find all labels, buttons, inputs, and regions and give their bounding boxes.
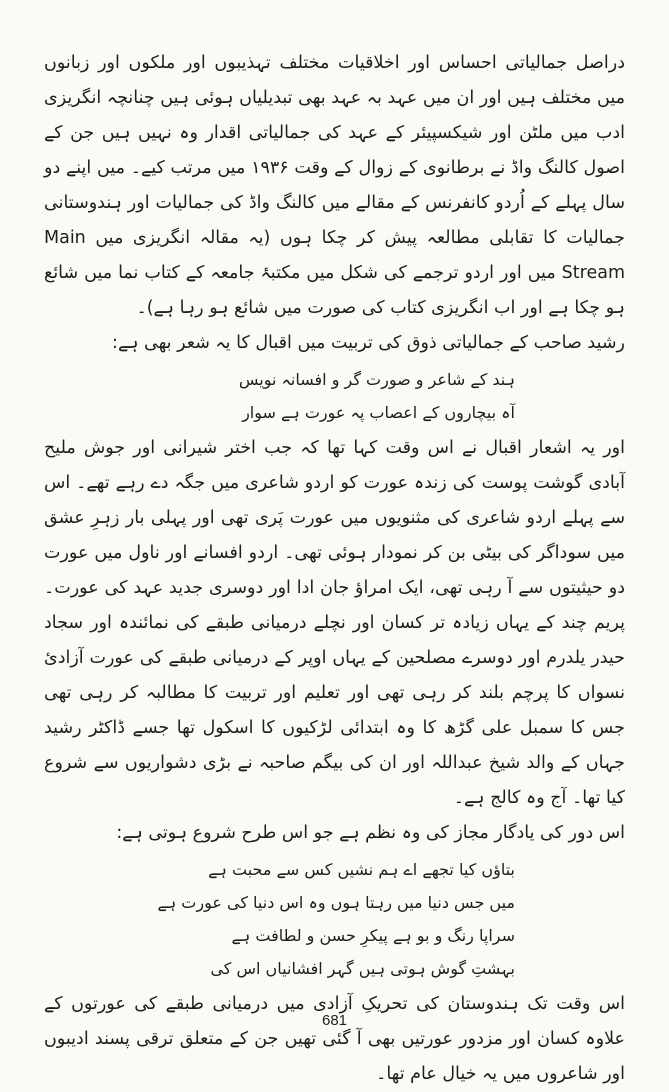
paragraph-1: دراصل جمالیاتی احساس اور اخلاقیات مختلف تہذیبوں اور ملکوں اور زبانوں میں مختلف ہیں اور ان میں عہد بہ عہد بھی تبدیلیاں ہوئی ہیں چنانچہ انگریزی ادب میں ملٹن اور شیکسپیئر کے عہد کی جمالیاتی اقدار وہ نہیں ہیں جن کے اصول کالنگ واڈ نے برطانوی کے زوال کے وقت ۱۹۳۶ میں مرتب کیے۔ میں اپنے دو سال پہلے کے اُردو کانفرنس کے مقالے میں کالنگ واڈ کی جمالیات اور ہندوستانی جمالیات کا تقابلی مطالعہ پیش کر چکا ہوں (یہ مقالہ انگریزی میں Main Stream میں اور اردو ترجمے کی شکل میں مکتبۂ جامعہ کے کتاب نما میں شائع ہو چکا ہے اور اب انگریزی کتاب کی صورت میں شائع ہو رہا ہے)۔ xyxy=(44,53,625,318)
verse-line: ہند کے شاعر و صورت گر و افسانہ نویس xyxy=(238,370,515,389)
paragraph-5: اس وقت تک ہندوستان کی تحریکِ آزادی میں درمیانی طبقے کی عورتوں کے علاوہ کسان اور مزدور عورتیں بھی آ گئی تھیں جن کے متعلق ترقی پسند ادیبوں اور شاعروں میں یہ خیال عام تھا۔ xyxy=(44,994,625,1084)
iqbal-couplet xyxy=(44,363,625,429)
verse-line: آہ بیچاروں کے اعصاب پہ عورت ہے سوار xyxy=(242,403,515,422)
paragraph-4: اس دور کی یادگار مجاز کی وہ نظم ہے جو اس طرح شروع ہوتی ہے: xyxy=(116,823,625,843)
paragraph-3: اور یہ اشعار اقبال نے اس وقت کہا تھا کہ جب اختر شیرانی اور جوش ملیح آبادی گوشت پوست کی زندہ عورت کو اردو شاعری میں جگہ دے رہے تھے۔ اس سے پہلے اردو شاعری کی مثنویوں میں عورت پَری تھی اور پہلی بار زہرِ عشق میں سوداگر کی بیٹی بن کر نمودار ہوئی تھی۔ اردو افسانے اور ناول میں عورت دو حیثیتوں سے آ رہی تھی، ایک امراؤ جان ادا اور دوسری جدید عہد کی عورت۔ پریم چند کے یہاں زیادہ تر کسان اور نچلے درمیانی طبقے کی نمائندہ اور سجاد حیدر یلدرم اور دوسرے مصلحین کے یہاں اوپر کے درمیانی طبقے کی عورت آزادیٔ نسواں کا پرچم بلند کر رہی تھی اور تعلیم اور تربیت کا مطالبہ کر رہی تھی جس کا سمبل علی گڑھ کا وہ ابتدائی لڑکیوں کا اسکول تھا جسے ڈاکٹر رشید جہاں کے والد شیخ عبداللہ اور ان کی بیگم صاحبہ نے بڑی دشواریوں سے شروع کیا تھا۔ آج وہ کالج ہے۔ xyxy=(44,438,625,808)
verse-line: بہشتِ گوش ہوتی ہیں گہر افشانیاں اس کی xyxy=(210,959,515,978)
paragraph-2: رشید صاحب کے جمالیاتی ذوق کی تربیت میں اقبال کا یہ شعر بھی ہے: xyxy=(112,333,625,353)
verse-line: بتاؤں کیا تجھے اے ہم نشیں کس سے محبت ہے xyxy=(208,860,515,879)
body-text xyxy=(44,46,625,1092)
page-number: 681 xyxy=(321,1012,348,1029)
majaz-poem xyxy=(44,853,625,985)
verse-line: میں جس دنیا میں رہتا ہوں وہ اس دنیا کی عورت ہے xyxy=(157,893,515,912)
verse-line: سراپا رنگ و بو ہے پیکرِ حسن و لطافت ہے xyxy=(231,926,515,945)
